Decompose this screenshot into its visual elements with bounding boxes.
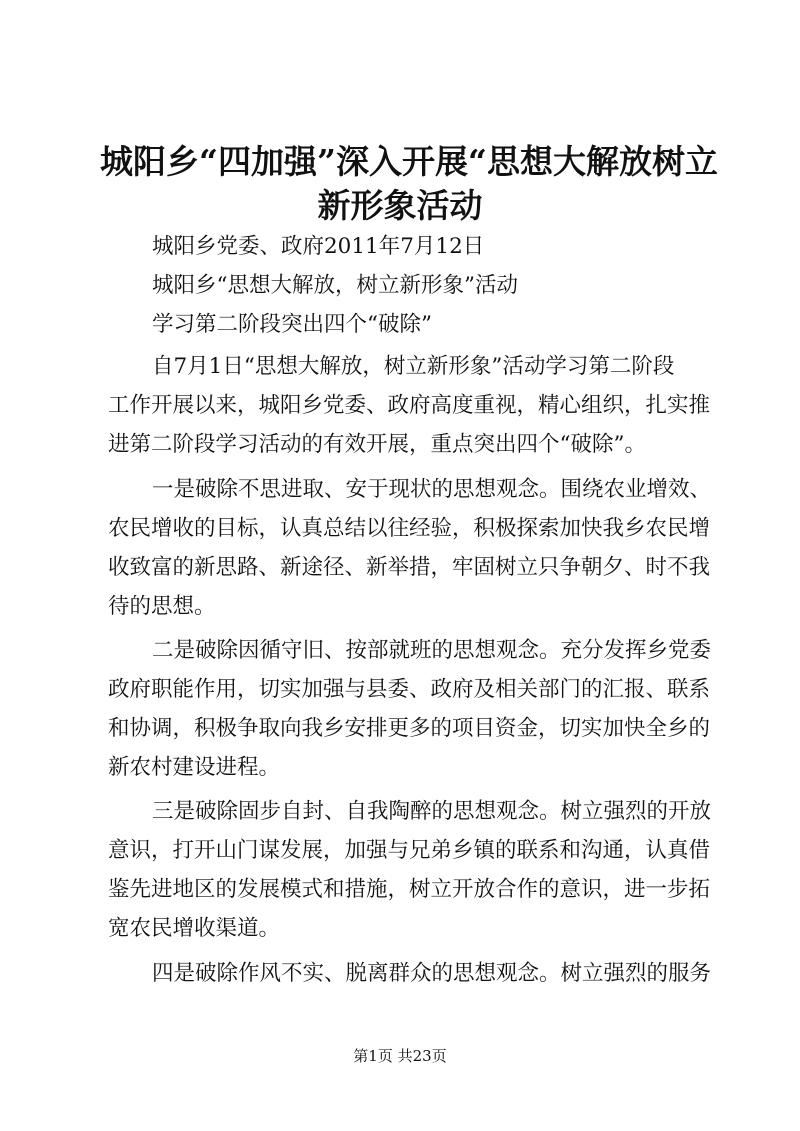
paragraph-4-line-2: 意识，打开山门谋发展，加强与兄弟乡镇的联系和沟通，认真借 [108,838,711,863]
paragraph-4-line-1: 三是破除固步自封、自我陶醉的思想观念。树立强烈的开放 [152,799,712,824]
subtitle-line-1: 城阳乡“思想大解放，树立新形象”活动 [152,273,518,298]
paragraph-3-line-3: 和协调，积极争取向我乡安排更多的项目资金，切实加快全乡的 [108,716,711,741]
paragraph-4-line-4: 宽农民增收渠道。 [108,916,281,941]
paragraph-1-line-3: 进第二阶段学习活动的有效开展，重点突出四个“破除”。 [108,432,646,457]
document-title-line-1: 城阳乡“四加强”深入开展“思想大解放树立 [100,142,718,181]
paragraph-3-line-4: 新农村建设进程。 [108,755,281,780]
subtitle-line-2: 学习第二阶段突出四个“破除” [152,312,432,337]
paragraph-3-line-2: 政府职能作用，切实加强与县委、政府及相关部门的汇报、联系 [108,677,711,702]
document-title-line-2: 新形象活动 [317,186,483,225]
byline: 城阳乡党委、政府2011年7月12日 [152,234,485,259]
page-number-footer: 第1页 共23页 [353,1047,447,1065]
paragraph-2-line-2: 农民增收的目标，认真总结以往经验，积极探索加快我乡农民增 [108,516,711,541]
paragraph-4-line-3: 鉴先进地区的发展模式和措施，树立开放合作的意识，进一步拓 [108,877,711,902]
paragraph-2-line-3: 收致富的新思路、新途径、新举措，牢固树立只争朝夕、时不我 [108,555,711,580]
paragraph-5-line-1: 四是破除作风不实、脱离群众的思想观念。树立强烈的服务 [152,961,712,986]
paragraph-1-line-1: 自7月1日“思想大解放，树立新形象”活动学习第二阶段 [152,354,675,379]
paragraph-3-line-1: 二是破除因循守旧、按部就班的思想观念。充分发挥乡党委 [152,638,712,663]
paragraph-1-line-2: 工作开展以来，城阳乡党委、政府高度重视，精心组织，扎实推 [108,393,711,418]
paragraph-2-line-4: 待的思想。 [108,594,216,619]
paragraph-2-line-1: 一是破除不思进取、安于现状的思想观念。围绕农业增效、 [152,477,712,502]
